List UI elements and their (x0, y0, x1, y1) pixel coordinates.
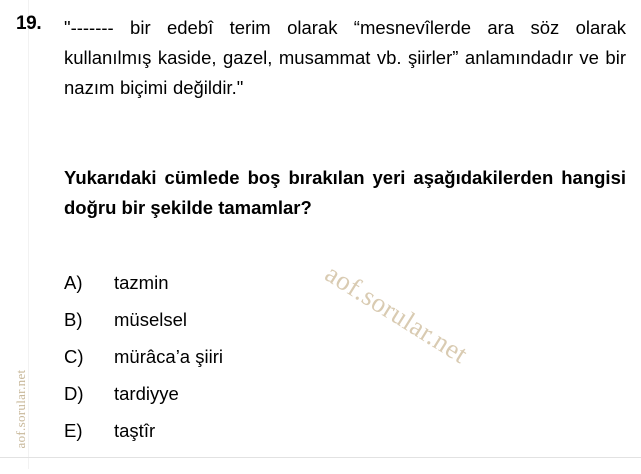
option-d-letter: D) (64, 383, 84, 404)
option-b-letter: B) (64, 309, 83, 330)
page-left-margin (0, 0, 29, 469)
option-c-label: mürâca’a şiiri (114, 346, 223, 367)
question-prompt: Yukarıdaki cümlede boş bırakılan yeri aşağıdakilerden hangisi doğru bir şekilde tamamlar? (64, 167, 626, 218)
option-a[interactable] (64, 272, 604, 309)
question-number: 19. (16, 13, 42, 34)
page-bottom-divider (0, 457, 641, 458)
option-b[interactable] (64, 309, 604, 346)
option-a-label: tazmin (114, 272, 169, 293)
option-e[interactable] (64, 420, 604, 457)
diagonal-watermark: aof.sorular.net (320, 258, 474, 370)
option-e-label: taştîr (114, 420, 156, 441)
option-d-label: tardiyye (114, 383, 179, 404)
option-c[interactable] (64, 346, 604, 383)
option-b-label: müselsel (114, 309, 187, 330)
option-c-letter: C) (64, 346, 84, 367)
answer-options (64, 272, 604, 457)
option-a-letter: A) (64, 272, 83, 293)
option-d[interactable] (64, 383, 604, 420)
question-body: "------- bir edebî terim olarak “mesnevîlerde ara söz olarak kullanılmış kaside, gazel, musammat vb. şiirler” anlamındadır ve bir nazım biçimi değildir." (64, 17, 626, 98)
option-e-letter: E) (64, 420, 83, 441)
side-watermark: aof.sorular.net (13, 369, 28, 449)
